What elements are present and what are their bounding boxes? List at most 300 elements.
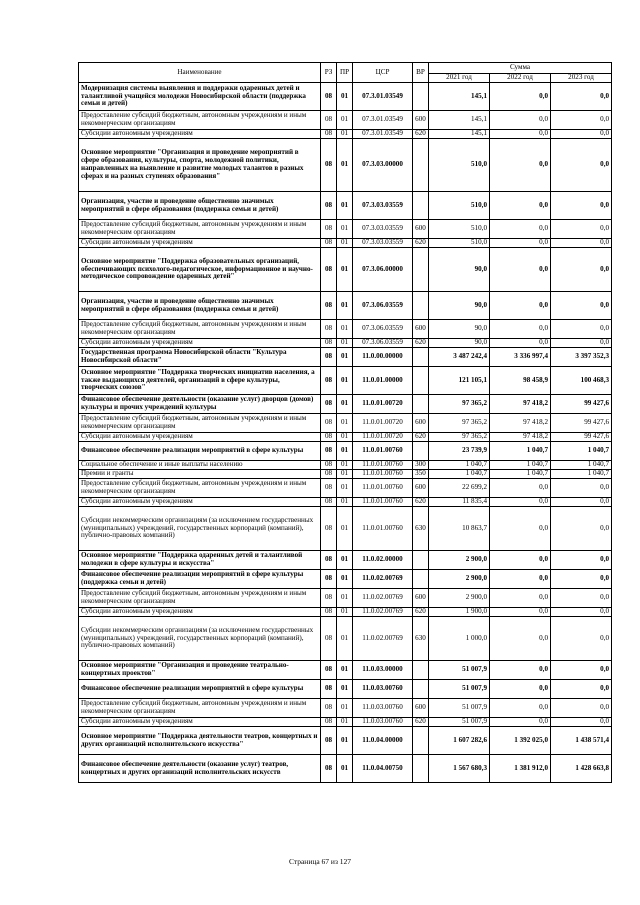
table-row: [79, 220, 612, 239]
table-row: [79, 589, 612, 608]
cell-vr: 600: [413, 479, 429, 498]
cell-name: Субсидии автономным учреждениям: [79, 339, 321, 348]
cell-rz: 08: [321, 718, 337, 727]
cell-pr: 01: [337, 111, 353, 130]
cell-name: Предоставление субсидий бюджетным, автономным учреждениям и иным некоммерческим организациям: [79, 479, 321, 498]
cell-pr: 01: [337, 661, 353, 680]
cell-2022: 0,0: [490, 220, 551, 239]
cell-2022: 0,0: [490, 292, 551, 320]
cell-name: Субсидии автономным учреждениям: [79, 130, 321, 139]
cell-csr: 11.0.01.00760: [353, 479, 413, 498]
cell-pr: 01: [337, 680, 353, 699]
cell-pr: 01: [337, 248, 353, 292]
cell-2023: 99 427,6: [551, 395, 612, 414]
cell-name: Социальное обеспечение и иные выплаты населению: [79, 461, 321, 470]
cell-2023: 0,0: [551, 239, 612, 248]
cell-2022: 1 040,7: [490, 442, 551, 461]
header-csr: ЦСР: [353, 63, 413, 83]
cell-pr: 01: [337, 320, 353, 339]
cell-name: Модернизация системы выявления и поддержки одаренных детей и талантливой учащейся молодежи Новосибирской области (поддержка семьи и детей): [79, 83, 321, 111]
cell-2022: 97 418,2: [490, 414, 551, 433]
cell-name: Финансовое обеспечение реализации мероприятий в сфере культуры: [79, 680, 321, 699]
cell-2022: 0,0: [490, 617, 551, 661]
table-row: [79, 348, 612, 367]
cell-2021: 51 007,9: [429, 718, 490, 727]
table-row: [79, 570, 612, 589]
cell-name: Субсидии некоммерческим организациям (за исключением государственных (муниципальных) учреждений, государственных корпораций (компаний), публично-правовых компаний): [79, 617, 321, 661]
cell-pr: 01: [337, 498, 353, 507]
table-row: [79, 680, 612, 699]
cell-vr: 620: [413, 339, 429, 348]
table-row: [79, 130, 612, 139]
cell-2023: 1 438 571,4: [551, 727, 612, 755]
cell-csr: 07.3.03.03559: [353, 220, 413, 239]
table-row: [79, 479, 612, 498]
cell-2022: 0,0: [490, 551, 551, 570]
table-row: [79, 248, 612, 292]
cell-pr: 01: [337, 718, 353, 727]
cell-2021: 97 365,2: [429, 433, 490, 442]
cell-csr: 11.0.03.00760: [353, 699, 413, 718]
cell-rz: 08: [321, 130, 337, 139]
cell-2023: 0,0: [551, 130, 612, 139]
cell-rz: 08: [321, 589, 337, 608]
budget-table: [78, 62, 612, 783]
cell-pr: 01: [337, 551, 353, 570]
cell-2022: 0,0: [490, 111, 551, 130]
cell-pr: 01: [337, 755, 353, 783]
cell-rz: 08: [321, 551, 337, 570]
cell-2022: 0,0: [490, 130, 551, 139]
table-row: [79, 608, 612, 617]
cell-csr: 07.3.01.03549: [353, 83, 413, 111]
cell-csr: 11.0.02.00769: [353, 570, 413, 589]
cell-pr: 01: [337, 192, 353, 220]
cell-2022: 0,0: [490, 320, 551, 339]
cell-2023: 0,0: [551, 699, 612, 718]
cell-rz: 08: [321, 320, 337, 339]
cell-rz: 08: [321, 220, 337, 239]
header-2021: 2021 год: [429, 74, 490, 83]
cell-2021: 510,0: [429, 239, 490, 248]
cell-2022: 1 040,7: [490, 461, 551, 470]
cell-vr: 600: [413, 589, 429, 608]
cell-csr: 07.3.03.03559: [353, 192, 413, 220]
cell-pr: 01: [337, 433, 353, 442]
cell-2021: 2 900,0: [429, 589, 490, 608]
table-row: [79, 699, 612, 718]
table-row: [79, 139, 612, 192]
cell-vr: 600: [413, 111, 429, 130]
cell-2023: 0,0: [551, 320, 612, 339]
cell-2022: 1 040,7: [490, 470, 551, 479]
cell-vr: 620: [413, 239, 429, 248]
table-row: [79, 192, 612, 220]
cell-csr: 07.3.06.03559: [353, 292, 413, 320]
cell-2022: 0,0: [490, 570, 551, 589]
cell-rz: 08: [321, 699, 337, 718]
cell-2021: 97 365,2: [429, 395, 490, 414]
cell-rz: 08: [321, 248, 337, 292]
cell-2021: 11 835,4: [429, 498, 490, 507]
cell-csr: 11.0.03.00760: [353, 680, 413, 699]
cell-csr: 11.0.01.00760: [353, 498, 413, 507]
cell-rz: 08: [321, 433, 337, 442]
cell-name: Финансовое обеспечение реализации мероприятий в сфере культуры (поддержка семьи и детей): [79, 570, 321, 589]
cell-vr: 350: [413, 470, 429, 479]
cell-name: Основное мероприятие "Поддержка одаренных детей и талантливой молодежи в сфере культуры и искусства": [79, 551, 321, 570]
cell-name: Субсидии автономным учреждениям: [79, 239, 321, 248]
table-row: [79, 339, 612, 348]
cell-2023: 0,0: [551, 83, 612, 111]
cell-2022: 0,0: [490, 718, 551, 727]
cell-csr: 11.0.02.00769: [353, 608, 413, 617]
header-sums: Сумма: [429, 63, 612, 74]
table-row: [79, 498, 612, 507]
table-row: [79, 367, 612, 395]
cell-vr: 620: [413, 130, 429, 139]
cell-2021: 2 900,0: [429, 551, 490, 570]
cell-2023: 0,0: [551, 570, 612, 589]
cell-2023: 0,0: [551, 680, 612, 699]
cell-csr: 11.0.01.00720: [353, 414, 413, 433]
cell-2023: 0,0: [551, 192, 612, 220]
cell-csr: 11.0.01.00720: [353, 433, 413, 442]
header-vr: ВР: [413, 63, 429, 83]
cell-2022: 97 418,2: [490, 433, 551, 442]
cell-name: Основное мероприятие "Поддержка образовательных организаций, обеспечивающих психолого-педагогическое, информационное и научно-методическое сопровождение одаренных детей": [79, 248, 321, 292]
cell-rz: 08: [321, 608, 337, 617]
table-row: [79, 617, 612, 661]
header-pr: ПР: [337, 63, 353, 83]
cell-2023: 0,0: [551, 220, 612, 239]
cell-pr: 01: [337, 727, 353, 755]
cell-vr: [413, 661, 429, 680]
table-row: [79, 414, 612, 433]
header-2023: 2023 год: [551, 74, 612, 83]
cell-csr: 07.3.01.03549: [353, 111, 413, 130]
cell-2023: 0,0: [551, 479, 612, 498]
cell-2021: 51 007,9: [429, 699, 490, 718]
cell-2023: 0,0: [551, 718, 612, 727]
cell-2022: 0,0: [490, 680, 551, 699]
cell-2022: 0,0: [490, 239, 551, 248]
cell-pr: 01: [337, 589, 353, 608]
cell-rz: 08: [321, 755, 337, 783]
cell-vr: [413, 139, 429, 192]
cell-2021: 51 007,9: [429, 661, 490, 680]
cell-csr: 07.3.01.03549: [353, 130, 413, 139]
cell-pr: 01: [337, 507, 353, 551]
table-row: [79, 507, 612, 551]
cell-2021: 22 699,2: [429, 479, 490, 498]
table-row: [79, 755, 612, 783]
cell-2023: 99 427,6: [551, 433, 612, 442]
cell-name: Субсидии автономным учреждениям: [79, 498, 321, 507]
cell-csr: 07.3.06.03559: [353, 320, 413, 339]
cell-2021: 1 567 680,3: [429, 755, 490, 783]
cell-name: Основное мероприятие "Организация и проведение мероприятий в сфере образования, культуры, спорта, молодежной политики, направленных на выявление и развитие молодых талантов в разных сферах и на разных ступенях образования": [79, 139, 321, 192]
cell-rz: 08: [321, 239, 337, 248]
cell-2023: 1 040,7: [551, 470, 612, 479]
cell-csr: 07.3.06.00000: [353, 248, 413, 292]
cell-pr: 01: [337, 239, 353, 248]
cell-2022: 97 418,2: [490, 395, 551, 414]
table-row: [79, 395, 612, 414]
cell-rz: 08: [321, 727, 337, 755]
cell-rz: 08: [321, 461, 337, 470]
cell-rz: 08: [321, 139, 337, 192]
cell-pr: 01: [337, 348, 353, 367]
cell-csr: 11.0.00.00000: [353, 348, 413, 367]
cell-rz: 08: [321, 680, 337, 699]
cell-vr: [413, 680, 429, 699]
cell-2022: 0,0: [490, 589, 551, 608]
cell-2022: 0,0: [490, 83, 551, 111]
cell-name: Основное мероприятие "Поддержка деятельности театров, концертных и других организаций исполнительского искусства": [79, 727, 321, 755]
cell-name: Организация, участие и проведение общественно значимых мероприятий в сфере образования (поддержка семьи и детей): [79, 292, 321, 320]
cell-name: Предоставление субсидий бюджетным, автономным учреждениям и иным некоммерческим организациям: [79, 414, 321, 433]
table-row: [79, 320, 612, 339]
table-row: [79, 718, 612, 727]
cell-csr: 11.0.01.00760: [353, 442, 413, 461]
cell-name: Основное мероприятие "Организация и проведение театрально-концертных проектов": [79, 661, 321, 680]
cell-2023: 1 040,7: [551, 442, 612, 461]
cell-2021: 145,1: [429, 130, 490, 139]
cell-rz: 08: [321, 111, 337, 130]
cell-2023: 0,0: [551, 617, 612, 661]
cell-vr: 600: [413, 699, 429, 718]
cell-name: Премии и гранты: [79, 470, 321, 479]
cell-pr: 01: [337, 139, 353, 192]
cell-csr: 11.0.03.00000: [353, 661, 413, 680]
cell-rz: 08: [321, 292, 337, 320]
cell-2022: 0,0: [490, 608, 551, 617]
cell-name: Предоставление субсидий бюджетным, автономным учреждениям и иным некоммерческим организациям: [79, 699, 321, 718]
cell-rz: 08: [321, 617, 337, 661]
cell-2022: 0,0: [490, 139, 551, 192]
header-2022: 2022 год: [490, 74, 551, 83]
cell-pr: 01: [337, 617, 353, 661]
table-row: [79, 551, 612, 570]
cell-vr: 300: [413, 461, 429, 470]
cell-vr: [413, 570, 429, 589]
cell-2021: 1 040,7: [429, 461, 490, 470]
cell-vr: [413, 83, 429, 111]
cell-rz: 08: [321, 192, 337, 220]
table-row: [79, 727, 612, 755]
cell-2022: 3 336 997,4: [490, 348, 551, 367]
cell-pr: 01: [337, 292, 353, 320]
cell-vr: 630: [413, 617, 429, 661]
table-row: [79, 111, 612, 130]
cell-rz: 08: [321, 367, 337, 395]
cell-rz: 08: [321, 339, 337, 348]
cell-csr: 07.3.03.03559: [353, 239, 413, 248]
cell-2023: 0,0: [551, 248, 612, 292]
cell-2023: 0,0: [551, 111, 612, 130]
cell-vr: [413, 348, 429, 367]
cell-csr: 11.0.04.00000: [353, 727, 413, 755]
cell-name: Субсидии некоммерческим организациям (за исключением государственных (муниципальных) учреждений, государственных корпораций (компаний), публично-правовых компаний): [79, 507, 321, 551]
cell-rz: 08: [321, 661, 337, 680]
table-row: [79, 433, 612, 442]
cell-vr: [413, 755, 429, 783]
table-row: [79, 661, 612, 680]
cell-rz: 08: [321, 83, 337, 111]
cell-csr: 11.0.01.00720: [353, 395, 413, 414]
cell-rz: 08: [321, 498, 337, 507]
cell-csr: 11.0.01.00000: [353, 367, 413, 395]
cell-2021: 145,1: [429, 111, 490, 130]
cell-2022: 98 458,9: [490, 367, 551, 395]
cell-csr: 11.0.01.00760: [353, 470, 413, 479]
cell-csr: 11.0.01.00760: [353, 461, 413, 470]
cell-2022: 0,0: [490, 498, 551, 507]
cell-2023: 0,0: [551, 661, 612, 680]
cell-2023: 100 468,3: [551, 367, 612, 395]
cell-2021: 121 105,1: [429, 367, 490, 395]
cell-rz: 08: [321, 348, 337, 367]
cell-pr: 01: [337, 339, 353, 348]
cell-rz: 08: [321, 479, 337, 498]
cell-2022: 0,0: [490, 248, 551, 292]
cell-2023: 1 428 663,8: [551, 755, 612, 783]
cell-vr: [413, 292, 429, 320]
table-row: [79, 461, 612, 470]
cell-name: Предоставление субсидий бюджетным, автономным учреждениям и иным некоммерческим организациям: [79, 111, 321, 130]
cell-pr: 01: [337, 220, 353, 239]
cell-2021: 1 607 282,6: [429, 727, 490, 755]
cell-name: Финансовое обеспечение реализации мероприятий в сфере культуры: [79, 442, 321, 461]
cell-name: Финансовое обеспечение деятельности (оказание услуг) дворцов (домов) культуры и прочих учреждений культуры: [79, 395, 321, 414]
cell-2021: 3 487 242,4: [429, 348, 490, 367]
cell-pr: 01: [337, 461, 353, 470]
table-row: [79, 442, 612, 461]
cell-2021: 510,0: [429, 220, 490, 239]
cell-2021: 510,0: [429, 192, 490, 220]
cell-rz: 08: [321, 507, 337, 551]
table-row: [79, 292, 612, 320]
cell-name: Субсидии автономным учреждениям: [79, 433, 321, 442]
cell-pr: 01: [337, 608, 353, 617]
cell-csr: 11.0.02.00000: [353, 551, 413, 570]
cell-2022: 0,0: [490, 699, 551, 718]
cell-2021: 90,0: [429, 339, 490, 348]
cell-2022: 1 392 025,0: [490, 727, 551, 755]
cell-2021: 51 007,9: [429, 680, 490, 699]
cell-name: Организация, участие и проведение общественно значимых мероприятий в сфере образования (поддержка семьи и детей): [79, 192, 321, 220]
cell-2023: 0,0: [551, 339, 612, 348]
cell-pr: 01: [337, 479, 353, 498]
cell-name: Субсидии автономным учреждениям: [79, 608, 321, 617]
header-rz: РЗ: [321, 63, 337, 83]
cell-csr: 11.0.02.00769: [353, 589, 413, 608]
cell-vr: 620: [413, 433, 429, 442]
cell-pr: 01: [337, 442, 353, 461]
cell-2021: 145,1: [429, 83, 490, 111]
cell-vr: [413, 192, 429, 220]
cell-2023: 0,0: [551, 551, 612, 570]
cell-vr: 630: [413, 507, 429, 551]
cell-2022: 0,0: [490, 479, 551, 498]
cell-csr: 07.3.06.03559: [353, 339, 413, 348]
cell-2023: 0,0: [551, 507, 612, 551]
cell-name: Государственная программа Новосибирской области "Культура Новосибирской области": [79, 348, 321, 367]
cell-name: Основное мероприятие "Поддержка творческих инициатив населения, а также выдающихся деятелей, организаций в сфере культуры, творческих союзов": [79, 367, 321, 395]
cell-2022: 1 381 912,0: [490, 755, 551, 783]
cell-2023: 0,0: [551, 589, 612, 608]
cell-pr: 01: [337, 570, 353, 589]
cell-pr: 01: [337, 83, 353, 111]
cell-vr: 600: [413, 414, 429, 433]
cell-name: Субсидии автономным учреждениям: [79, 718, 321, 727]
cell-name: Предоставление субсидий бюджетным, автономным учреждениям и иным некоммерческим организациям: [79, 220, 321, 239]
page-number: Страница 67 из 127: [288, 857, 352, 866]
cell-rz: 08: [321, 570, 337, 589]
cell-2022: 0,0: [490, 661, 551, 680]
cell-rz: 08: [321, 414, 337, 433]
cell-2021: 90,0: [429, 248, 490, 292]
cell-pr: 01: [337, 367, 353, 395]
cell-pr: 01: [337, 470, 353, 479]
cell-2023: 99 427,6: [551, 414, 612, 433]
cell-2021: 510,0: [429, 139, 490, 192]
cell-vr: 620: [413, 608, 429, 617]
cell-vr: [413, 727, 429, 755]
header-name: Наименование: [79, 63, 321, 83]
cell-2021: 2 900,0: [429, 570, 490, 589]
cell-2021: 90,0: [429, 320, 490, 339]
cell-name: Финансовое обеспечение деятельности (оказание услуг) театров, концертных и других организаций исполнительских искусств: [79, 755, 321, 783]
cell-vr: 620: [413, 718, 429, 727]
cell-2023: 0,0: [551, 292, 612, 320]
cell-2022: 0,0: [490, 192, 551, 220]
table-row: [79, 83, 612, 111]
cell-name: Предоставление субсидий бюджетным, автономным учреждениям и иным некоммерческим организациям: [79, 320, 321, 339]
cell-pr: 01: [337, 699, 353, 718]
cell-2021: 10 863,7: [429, 507, 490, 551]
cell-pr: 01: [337, 130, 353, 139]
cell-vr: [413, 395, 429, 414]
cell-vr: [413, 442, 429, 461]
cell-csr: 07.3.03.00000: [353, 139, 413, 192]
cell-2021: 23 739,9: [429, 442, 490, 461]
cell-csr: 11.0.02.00769: [353, 617, 413, 661]
cell-2022: 0,0: [490, 339, 551, 348]
cell-csr: 11.0.04.00750: [353, 755, 413, 783]
cell-vr: [413, 551, 429, 570]
cell-2023: 0,0: [551, 498, 612, 507]
table-body: [79, 83, 612, 783]
cell-2023: 0,0: [551, 139, 612, 192]
cell-name: Предоставление субсидий бюджетным, автономным учреждениям и иным некоммерческим организациям: [79, 589, 321, 608]
cell-2021: 1 000,0: [429, 617, 490, 661]
cell-csr: 11.0.03.00760: [353, 718, 413, 727]
cell-rz: 08: [321, 442, 337, 461]
cell-rz: 08: [321, 470, 337, 479]
table-row: [79, 239, 612, 248]
cell-2021: 1 040,7: [429, 470, 490, 479]
cell-pr: 01: [337, 395, 353, 414]
cell-vr: [413, 367, 429, 395]
cell-2023: 3 397 352,3: [551, 348, 612, 367]
cell-2023: 0,0: [551, 608, 612, 617]
cell-vr: [413, 248, 429, 292]
cell-2023: 1 040,7: [551, 461, 612, 470]
cell-vr: 620: [413, 498, 429, 507]
cell-vr: 600: [413, 320, 429, 339]
